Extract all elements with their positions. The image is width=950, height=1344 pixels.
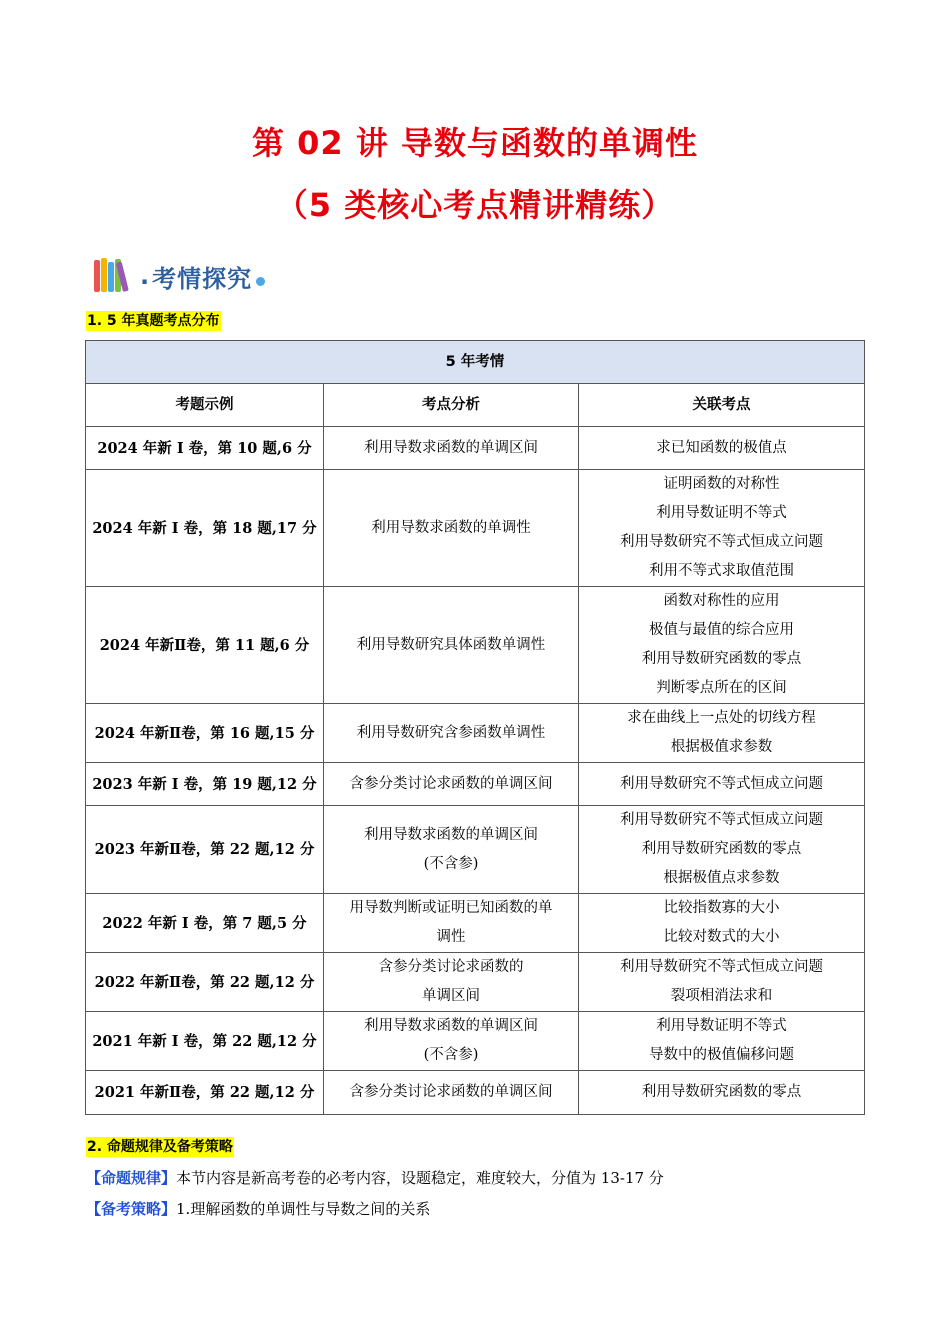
cell-example: 2023 年新 I 卷，第 19 题,12 分 [86, 763, 324, 806]
related-line: 利用导数证明不等式 [656, 505, 787, 521]
related-line: 利用导数研究不等式恒成立问题 [620, 775, 823, 792]
related-line: 求在曲线上一点处的切线方程 [627, 710, 816, 726]
analysis-line: (不含参) [423, 855, 479, 872]
table-caption: 5 年考情 [86, 341, 865, 384]
related-line: 利用导数研究不等式恒成立问题 [620, 812, 823, 828]
strategy-paragraph [86, 1198, 430, 1220]
related-line: 判断零点所在的区间 [656, 680, 787, 696]
related-line: 根据极值求参数 [670, 739, 773, 755]
section-heading-1: 1. 5 年真题考点分布 [87, 313, 220, 329]
rule-tag: 【命题规律】 [86, 1169, 177, 1187]
cell-related [579, 470, 865, 587]
analysis-line: 利用导数求函数的单调区间 [364, 826, 538, 843]
cell-example: 2024 年新Ⅱ卷，第 11 题,6 分 [86, 587, 324, 704]
related-line: 函数对称性的应用 [663, 593, 780, 609]
table-row [86, 1071, 865, 1115]
cell-related [579, 427, 865, 470]
analysis-line: 用导数判断或证明已知函数的单 [349, 900, 553, 916]
strategy-tag: 【备考策略】 [86, 1200, 177, 1218]
books-icon [94, 258, 132, 294]
related-line: 根据极值点求参数 [663, 870, 780, 886]
analysis-line: 调性 [436, 929, 466, 945]
page-title: 第 02 讲 导数与函数的单调性 [252, 124, 698, 162]
cell-analysis [324, 704, 579, 763]
table-row [86, 470, 865, 587]
related-line: 利用导数研究函数的零点 [641, 651, 802, 667]
cell-example: 2021 年新 I 卷，第 22 题,12 分 [86, 1012, 324, 1071]
related-line: 证明函数的对称性 [663, 476, 780, 492]
table-row [86, 587, 865, 704]
related-line: 利用不等式求取值范围 [649, 563, 794, 579]
section-heading-2: 2. 命题规律及备考策略 [87, 1139, 233, 1155]
related-line: 利用导数研究函数的零点 [641, 1084, 802, 1100]
cell-related [579, 704, 865, 763]
related-line: 比较指数寡的大小 [663, 900, 780, 916]
cell-example: 2022 年新 I 卷，第 7 题,5 分 [86, 894, 324, 953]
related-line: 利用导数证明不等式 [656, 1018, 787, 1034]
related-line: 利用导数研究函数的零点 [641, 841, 802, 857]
cell-related [579, 587, 865, 704]
column-header-related: 关联考点 [579, 384, 865, 427]
analysis-line: 利用导数求函数的单调性 [371, 519, 531, 536]
analysis-line: (不含参) [423, 1047, 479, 1063]
analysis-line: 含参分类讨论求函数的 [378, 959, 524, 975]
section-banner [94, 256, 265, 296]
table-row [86, 894, 865, 953]
cell-analysis [324, 806, 579, 894]
cell-analysis [324, 587, 579, 704]
cell-analysis [324, 953, 579, 1012]
cell-analysis [324, 1012, 579, 1071]
related-line: 裂项相消法求和 [670, 988, 773, 1004]
cell-analysis [324, 427, 579, 470]
rule-text: 本节内容是新高考卷的必考内容，设题稳定，难度较大，分值为 13-17 分 [176, 1169, 664, 1187]
table-row [86, 427, 865, 470]
cell-related [579, 763, 865, 806]
table-row [86, 763, 865, 806]
banner-title: 考情探究 [152, 264, 253, 293]
column-header-example: 考题示例 [86, 384, 324, 427]
related-line: 比较对数式的大小 [663, 929, 780, 945]
cell-related [579, 953, 865, 1012]
table-row [86, 953, 865, 1012]
exam-table [85, 340, 865, 1115]
dot-icon [256, 277, 265, 286]
column-header-analysis: 考点分析 [324, 384, 579, 427]
table-row [86, 1012, 865, 1071]
table-row [86, 806, 865, 894]
related-line: 导数中的极值偏移问题 [649, 1047, 794, 1063]
related-line: 利用导数研究不等式恒成立问题 [620, 959, 823, 975]
cell-example: 2024 年新 I 卷，第 10 题,6 分 [86, 427, 324, 470]
table-row [86, 704, 865, 763]
strategy-text: 1.理解函数的单调性与导数之间的关系 [176, 1200, 431, 1218]
cell-example: 2024 年新 I 卷，第 18 题,17 分 [86, 470, 324, 587]
cell-related [579, 894, 865, 953]
related-line: 求已知函数的极值点 [656, 439, 787, 456]
related-line: 极值与最值的综合应用 [649, 622, 794, 638]
analysis-line: 含参分类讨论求函数的单调区间 [349, 1084, 553, 1100]
related-line: 利用导数研究不等式恒成立问题 [620, 534, 823, 550]
cell-example: 2021 年新Ⅱ卷，第 22 题,12 分 [86, 1071, 324, 1115]
cell-analysis [324, 763, 579, 806]
cell-analysis [324, 894, 579, 953]
cell-example: 2022 年新Ⅱ卷，第 22 题,12 分 [86, 953, 324, 1012]
analysis-line: 利用导数研究含参函数单调性 [356, 724, 546, 741]
analysis-line: 含参分类讨论求函数的单调区间 [349, 775, 553, 792]
cell-analysis [324, 470, 579, 587]
analysis-line: 利用导数求函数的单调区间 [364, 1018, 538, 1034]
cell-related [579, 806, 865, 894]
cell-related [579, 1071, 865, 1115]
analysis-line: 利用导数研究具体函数单调性 [356, 636, 546, 653]
cell-example: 2024 年新Ⅱ卷，第 16 题,15 分 [86, 704, 324, 763]
cell-example: 2023 年新Ⅱ卷，第 22 题,12 分 [86, 806, 324, 894]
cell-related [579, 1012, 865, 1071]
analysis-line: 单调区间 [422, 988, 480, 1004]
page-subtitle: （5 类核心考点精讲精练） [275, 186, 675, 224]
analysis-line: 利用导数求函数的单调区间 [364, 439, 538, 456]
banner-prefix: . [140, 262, 151, 290]
cell-analysis [324, 1071, 579, 1115]
rule-paragraph [86, 1167, 664, 1189]
